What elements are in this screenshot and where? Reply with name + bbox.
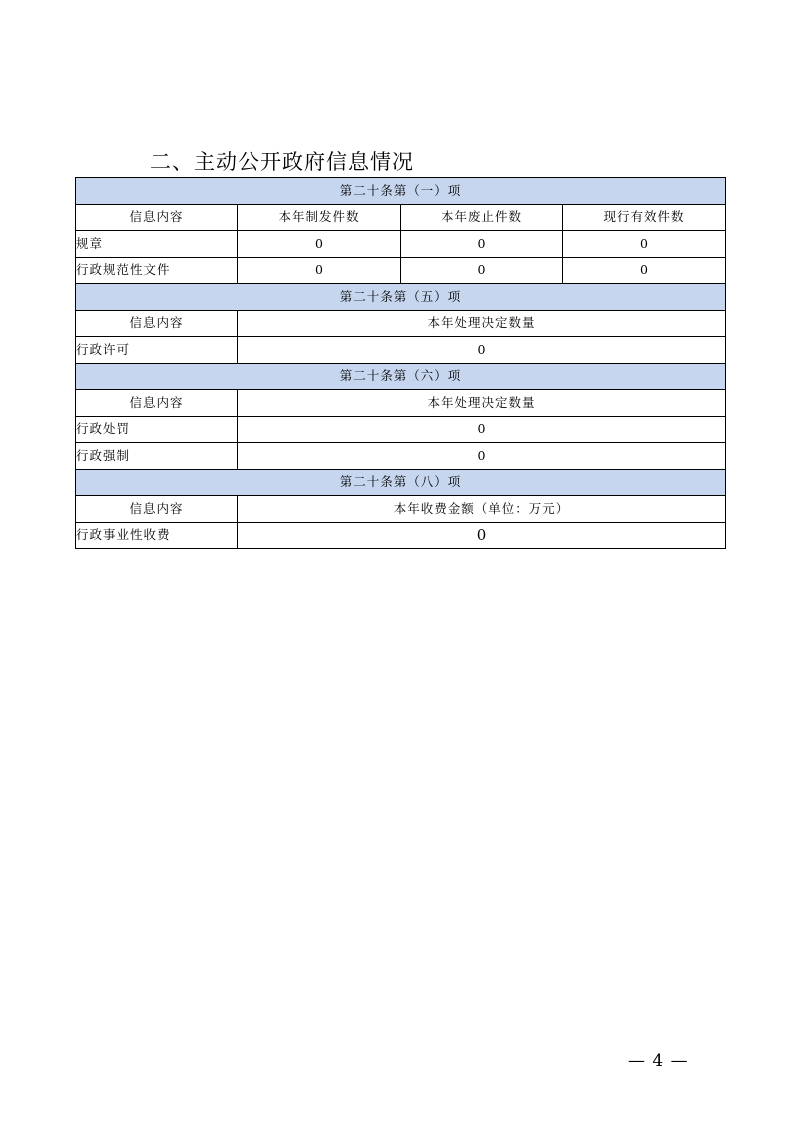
column-header: 本年处理决定数量 (238, 390, 726, 417)
column-header-row (76, 310, 726, 337)
cell-value: 0 (401, 231, 563, 258)
row-label: 行政强制 (76, 443, 238, 470)
row-label: 行政规范性文件 (76, 257, 238, 284)
cell-value: 0 (238, 522, 726, 549)
cell-value: 0 (238, 257, 401, 284)
column-header-row (76, 496, 726, 523)
column-header: 信息内容 (76, 390, 238, 417)
column-header-row (76, 204, 726, 231)
section-title: 第二十条第（六）项 (76, 363, 726, 390)
table-row (76, 231, 726, 258)
disclosure-table (75, 177, 726, 549)
column-header: 本年制发件数 (238, 204, 401, 231)
table-row (76, 416, 726, 443)
table-row (76, 257, 726, 284)
section-title-row (76, 284, 726, 311)
column-header: 现行有效件数 (563, 204, 726, 231)
section-title-row (76, 469, 726, 496)
section-title: 第二十条第（八）项 (76, 469, 726, 496)
section-title-row (76, 178, 726, 205)
column-header: 本年收费金额（单位：万元） (238, 496, 726, 523)
row-label: 行政处罚 (76, 416, 238, 443)
cell-value: 0 (401, 257, 563, 284)
column-header: 本年废止件数 (401, 204, 563, 231)
page-number: — 4 — (628, 1051, 689, 1071)
section-title-row (76, 363, 726, 390)
row-label: 行政事业性收费 (76, 522, 238, 549)
cell-value: 0 (238, 337, 726, 364)
cell-value: 0 (238, 443, 726, 470)
column-header: 本年处理决定数量 (238, 310, 726, 337)
table-row (76, 443, 726, 470)
row-label: 规章 (76, 231, 238, 258)
cell-value: 0 (238, 231, 401, 258)
section-heading: 二、主动公开政府信息情况 (150, 150, 414, 174)
row-label: 行政许可 (76, 337, 238, 364)
table-row (76, 522, 726, 549)
section-title: 第二十条第（五）项 (76, 284, 726, 311)
cell-value: 0 (563, 231, 726, 258)
cell-value: 0 (563, 257, 726, 284)
column-header: 信息内容 (76, 310, 238, 337)
cell-value: 0 (238, 416, 726, 443)
column-header: 信息内容 (76, 496, 238, 523)
column-header-row (76, 390, 726, 417)
column-header: 信息内容 (76, 204, 238, 231)
table-row (76, 337, 726, 364)
section-title: 第二十条第（一）项 (76, 178, 726, 205)
